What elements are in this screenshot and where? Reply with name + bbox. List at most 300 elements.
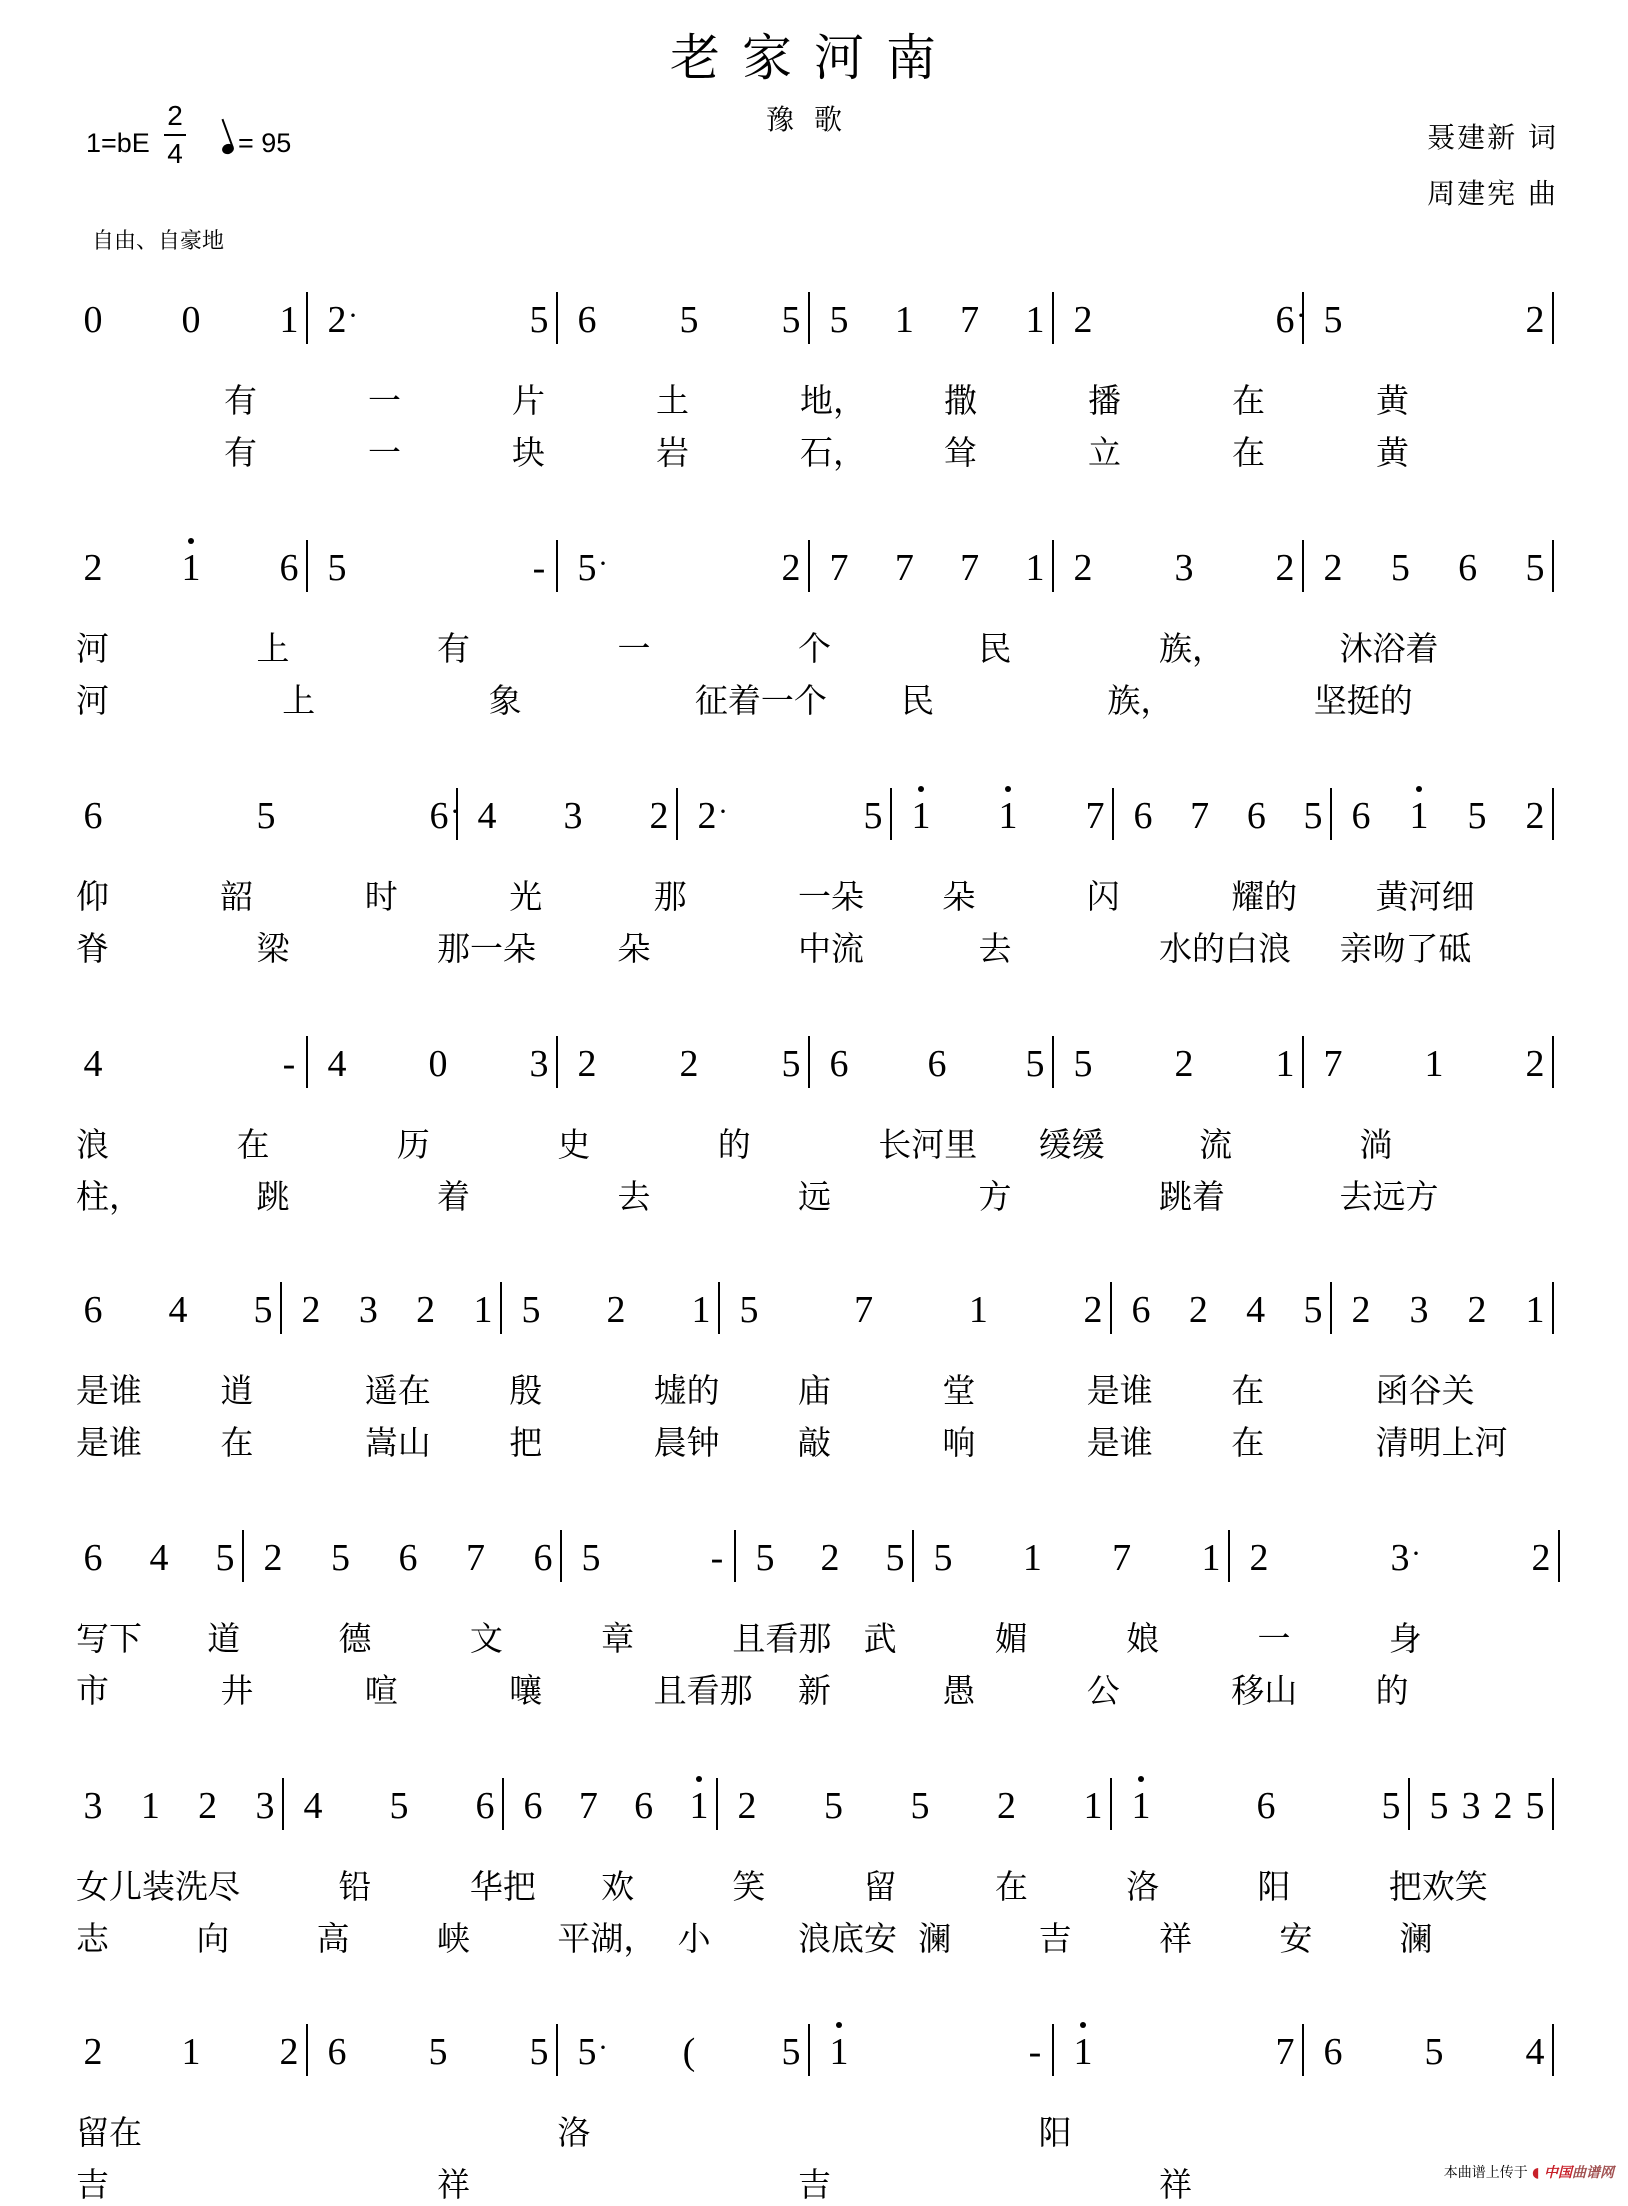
lyric-verse-2: 愚: [942, 1671, 976, 1710]
lyric-verse-1: 民: [978, 629, 1012, 668]
jianpu-note: 2: [649, 795, 669, 837]
jianpu-note: 2: [301, 1289, 321, 1331]
jianpu-note: 6: [1133, 795, 1153, 837]
lyric-verse-2: 吉: [1038, 1919, 1072, 1958]
composer-credit: 周建宪 曲: [1427, 177, 1558, 210]
jianpu-note: 5: [679, 299, 699, 341]
lyric-verse-1: 是谁: [1086, 1371, 1153, 1410]
jianpu-note: 6: [634, 1785, 654, 1827]
lyric-verse-2: 嚷: [509, 1671, 543, 1710]
jianpu-note: 6: [523, 1785, 543, 1827]
barline: [502, 1778, 504, 1830]
jianpu-note: 2: [606, 1289, 626, 1331]
lyric-verse-2: 移山: [1231, 1671, 1298, 1710]
lyric-verse-1: 在: [1232, 381, 1265, 420]
lyric-verse-1: 留: [863, 1867, 897, 1906]
jianpu-note: 2: [820, 1537, 840, 1579]
jianpu-note: 5: [1525, 1785, 1545, 1827]
jianpu-note: 7: [1112, 1537, 1132, 1579]
lyric-verse-2: 去远方: [1339, 1177, 1439, 1216]
jianpu-note: 1: [1201, 1537, 1221, 1579]
jianpu-note: 4: [327, 1043, 347, 1085]
lyric-verse-2: 的: [1375, 1671, 1409, 1710]
barline: [1302, 1036, 1304, 1088]
barline: [1552, 1282, 1554, 1334]
jianpu-note: 6: [279, 547, 299, 589]
lyric-verse-2: 在: [1231, 1423, 1265, 1462]
barline: [1052, 292, 1054, 344]
jianpu-note: 2: [781, 547, 801, 589]
jianpu-note: -: [1028, 2031, 1042, 2073]
lyric-verse-2: 志: [76, 1919, 109, 1958]
lyric-verse-1: 写下: [76, 1619, 142, 1658]
site-logo-a: 中国: [1544, 2165, 1572, 2181]
lyric-verse-2: 响: [942, 1423, 976, 1462]
barline: [1552, 788, 1554, 840]
jianpu-note: 5: [781, 1043, 801, 1085]
jianpu-note: 4: [1246, 1289, 1266, 1331]
jianpu-note: 5: [1429, 1785, 1449, 1827]
jianpu-note: 2 ·: [324, 300, 350, 340]
barline: [808, 2024, 810, 2076]
barline: [890, 788, 892, 840]
lyric-verse-2: 喧: [364, 1671, 398, 1710]
barline: [808, 1036, 810, 1088]
jianpu-note: 5: [389, 1785, 409, 1827]
jianpu-note: 3: [1461, 1785, 1481, 1827]
jianpu-note: 6: [577, 299, 597, 341]
jianpu-note: 7: [1275, 2031, 1295, 2073]
lyric-verse-1: 个: [798, 629, 831, 668]
lyric-verse-2: 去: [617, 1177, 651, 1216]
jianpu-note: 2: [279, 2031, 299, 2073]
expression-marking: 自由、自豪地: [92, 229, 225, 254]
lyric-verse-2: 小: [677, 1919, 711, 1958]
lyric-verse-1: 光: [509, 877, 543, 916]
jianpu-note: 1: [1424, 1043, 1444, 1085]
barline: [1552, 1036, 1554, 1088]
jianpu-note: 0: [428, 1043, 448, 1085]
lyric-verse-1: 一: [368, 381, 401, 420]
jianpu-note: 1: [1022, 1537, 1042, 1579]
time-signature-bottom: 4: [167, 138, 183, 169]
jianpu-note: 3: [1174, 547, 1194, 589]
lyric-verse-1: 德: [338, 1619, 372, 1658]
jianpu-note: 4: [477, 795, 497, 837]
barline: [1110, 1778, 1112, 1830]
jianpu-note: 5: [215, 1537, 235, 1579]
jianpu-note: 6: [327, 2031, 347, 2073]
jianpu-note: 4: [168, 1289, 188, 1331]
lyric-verse-2: 耸: [944, 433, 977, 472]
barline: [1408, 1778, 1410, 1830]
lyric-verse-1: 是谁: [76, 1371, 142, 1410]
jianpu-note: 5: [1025, 1043, 1045, 1085]
jianpu-note: 5 ·: [574, 548, 600, 588]
lyric-verse-1: 一: [617, 629, 651, 668]
lyric-verse-2: 且看那: [653, 1671, 753, 1710]
barline: [912, 1530, 914, 1582]
lyric-verse-1: 殷: [509, 1371, 543, 1410]
jianpu-note: 6 ·: [1272, 300, 1298, 340]
lyric-verse-2: 向: [196, 1919, 230, 1958]
jianpu-note: 6 ·: [426, 796, 452, 836]
jianpu-note: 1: [1025, 299, 1045, 341]
lyric-verse-2: 祥: [1159, 1919, 1192, 1958]
lyric-verse-2: 浪底安: [798, 1919, 897, 1958]
lyric-verse-1: 河: [76, 629, 109, 668]
lyric-verse-1: 在: [1231, 1371, 1265, 1410]
jianpu-note: -: [282, 1043, 296, 1085]
lyric-verse-2: 族，: [1107, 681, 1174, 720]
lyric-verse-1: 有: [437, 629, 470, 668]
jianpu-note: 5: [521, 1289, 541, 1331]
high-octave-dot: [188, 538, 194, 544]
high-octave-dot: [836, 2022, 842, 2028]
lyric-verse-1: 华把: [469, 1867, 536, 1906]
lyric-verse-2: 有: [224, 433, 257, 472]
lyric-verse-1: 缓缓: [1038, 1125, 1105, 1164]
lyric-verse-2: 在: [220, 1423, 254, 1462]
lyric-verse-2: 是谁: [1086, 1423, 1153, 1462]
lyric-verse-1: 欢: [601, 1867, 635, 1906]
lyric-verse-2: 公: [1086, 1671, 1120, 1710]
quarter-note-icon: [221, 142, 236, 156]
jianpu-note: 5: [755, 1537, 775, 1579]
high-octave-dot: [1138, 1776, 1144, 1782]
lyric-verse-2: 块: [512, 433, 545, 472]
jianpu-note: 7: [894, 547, 914, 589]
lyricist-credit: 聂建新 词: [1427, 121, 1558, 154]
lyric-verse-1: 函谷关: [1375, 1371, 1475, 1410]
jianpu-note: -: [710, 1537, 724, 1579]
lyric-verse-1: 道: [207, 1619, 241, 1658]
lyric-verse-2: 一: [368, 433, 401, 472]
jianpu-note: 5: [910, 1785, 930, 1827]
jianpu-note: 1: [911, 795, 931, 837]
high-octave-dot: [918, 786, 924, 792]
jianpu-note: 5: [428, 2031, 448, 2073]
barline: [1552, 1778, 1554, 1830]
jianpu-note: 6: [1246, 795, 1266, 837]
jianpu-note: 5: [1073, 1043, 1093, 1085]
barline: [306, 540, 308, 592]
jianpu-note: 3: [529, 1043, 549, 1085]
lyric-verse-1: 播: [1088, 381, 1121, 420]
jianpu-note: 6: [83, 795, 103, 837]
time-signature: [164, 100, 186, 170]
barline: [556, 540, 558, 592]
lyric-verse-2: 在: [1232, 433, 1265, 472]
jianpu-note: 5: [829, 299, 849, 341]
jianpu-note: 6: [533, 1537, 553, 1579]
jianpu-note: 7: [829, 547, 849, 589]
jianpu-note: 5: [529, 2031, 549, 2073]
jianpu-note: 2: [1467, 1289, 1487, 1331]
lyric-verse-2: 那一朵: [437, 929, 536, 968]
lyric-verse-1: 史: [557, 1125, 591, 1164]
jianpu-note: 2: [577, 1043, 597, 1085]
time-signature-divider: [164, 134, 186, 136]
lyric-verse-2: 市: [76, 1671, 109, 1710]
lyric-verse-1: 朵: [942, 877, 976, 916]
jianpu-note: 6: [475, 1785, 495, 1827]
barline: [1302, 540, 1304, 592]
barline: [560, 1530, 562, 1582]
lyric-verse-2: 跳: [256, 1177, 290, 1216]
lyric-verse-1: 一: [1257, 1619, 1291, 1658]
jianpu-note: 5: [1303, 795, 1323, 837]
lyric-verse-2: 祥: [437, 2165, 470, 2204]
lyric-verse-2: 跳着: [1159, 1177, 1225, 1216]
lyric-verse-2: 敲: [798, 1423, 831, 1462]
barline: [1552, 292, 1554, 344]
barline: [1052, 540, 1054, 592]
jianpu-note: 6: [398, 1537, 418, 1579]
lyric-verse-2: 方: [978, 1177, 1012, 1216]
jianpu-note: 1: [689, 1785, 709, 1827]
jianpu-note: 5: [1381, 1785, 1401, 1827]
jianpu-note: 1: [279, 299, 299, 341]
time-signature-top: 2: [167, 100, 183, 131]
lyric-verse-2: 着: [437, 1177, 470, 1216]
barline: [718, 1282, 720, 1334]
lyric-verse-2: 澜: [918, 1919, 952, 1958]
jianpu-note: 1: [1131, 1785, 1151, 1827]
jianpu-note: 1: [691, 1289, 711, 1331]
lyric-verse-1: 在: [994, 1867, 1028, 1906]
lyric-verse-2: 祥: [1159, 2165, 1192, 2204]
lyric-verse-1: 淌: [1359, 1125, 1393, 1164]
jianpu-note: 1: [1275, 1043, 1295, 1085]
barline: [734, 1530, 736, 1582]
lyric-verse-1: 墟的: [653, 1371, 720, 1410]
jianpu-note: 2: [1275, 547, 1295, 589]
jianpu-note: 6: [83, 1537, 103, 1579]
jianpu-note: 2 ·: [694, 796, 720, 836]
high-octave-dot: [1416, 786, 1422, 792]
lyric-verse-2: 脊: [76, 929, 109, 968]
jianpu-note: 6: [1131, 1289, 1151, 1331]
jianpu-note: 4: [303, 1785, 323, 1827]
lyric-verse-2: 水的白浪: [1159, 929, 1291, 968]
lyric-verse-1: 黄: [1376, 381, 1409, 420]
jianpu-note: 7: [578, 1785, 598, 1827]
barline: [1052, 2024, 1054, 2076]
jianpu-note: 2: [1525, 299, 1545, 341]
jianpu-note: 1: [140, 1785, 160, 1827]
jianpu-note: 3: [1409, 1289, 1429, 1331]
high-octave-dot: [1005, 786, 1011, 792]
jianpu-note: 6: [1323, 2031, 1343, 2073]
jianpu-note: 2: [198, 1785, 218, 1827]
barline: [500, 1282, 502, 1334]
lyric-verse-2: 高: [316, 1919, 350, 1958]
barline: [1330, 1282, 1332, 1334]
lyric-verse-1: 黄河细: [1375, 877, 1475, 916]
lyric-verse-2: 嵩山: [364, 1423, 431, 1462]
jianpu-note: 1: [894, 299, 914, 341]
barline: [1558, 1530, 1560, 1582]
lyric-verse-1: 仰: [76, 877, 109, 916]
jianpu-note: 2: [83, 547, 103, 589]
jianpu-note: 1: [1073, 2031, 1093, 2073]
jianpu-note: 7: [1190, 795, 1210, 837]
jianpu-note: 5: [1467, 795, 1487, 837]
jianpu-note: 2: [1083, 1289, 1103, 1331]
jianpu-note: 7: [466, 1537, 485, 1579]
lyric-verse-1: 媚: [994, 1619, 1028, 1658]
jianpu-note: 2: [737, 1785, 757, 1827]
jianpu-note: 5: [327, 547, 347, 589]
jianpu-note: 6: [829, 1043, 849, 1085]
jianpu-note: 3 ·: [1387, 1538, 1413, 1578]
lyric-verse-1: 沐浴着: [1339, 629, 1439, 668]
lyric-verse-2: 峡: [437, 1919, 470, 1958]
jianpu-note: 3: [358, 1289, 378, 1331]
jianpu-note: 1: [829, 2031, 849, 2073]
lyric-verse-1: 娘: [1126, 1619, 1160, 1658]
barline: [306, 2024, 308, 2076]
barline: [556, 2024, 558, 2076]
jianpu-note: 2: [679, 1043, 699, 1085]
lyric-verse-2: 吉: [798, 2165, 831, 2204]
jianpu-note: 4: [149, 1537, 169, 1579]
jianpu-note: 7: [1085, 795, 1105, 837]
lyric-verse-2: 梁: [256, 929, 290, 968]
tempo-value: = 95: [238, 128, 292, 158]
lyric-verse-1: 洛: [557, 2113, 591, 2152]
jianpu-note: 1: [1409, 795, 1429, 837]
jianpu-note: 4: [83, 1043, 103, 1085]
barline: [808, 540, 810, 592]
jianpu-note: 6: [927, 1043, 947, 1085]
lyric-verse-1: 长河里: [878, 1125, 978, 1164]
key-signature: 1=bE: [86, 128, 150, 158]
lyric-verse-1: 身: [1388, 1619, 1422, 1658]
barline: [1552, 540, 1554, 592]
lyric-verse-1: 在: [236, 1125, 270, 1164]
jianpu-note: 2: [1174, 1043, 1194, 1085]
lyric-verse-2: 柱，: [76, 1177, 142, 1216]
lyric-verse-2: 安: [1279, 1919, 1313, 1958]
barline: [1302, 2024, 1304, 2076]
jianpu-note: 7: [960, 547, 980, 589]
barline: [242, 1530, 244, 1582]
lyric-verse-1: 武: [863, 1619, 897, 1658]
lyric-verse-1: 韶: [220, 877, 254, 916]
lyric-verse-1: 闪: [1086, 877, 1120, 916]
jianpu-note: 5: [781, 299, 801, 341]
lyric-verse-2: 清明上河: [1375, 1423, 1508, 1462]
jianpu-note: 3: [255, 1785, 275, 1827]
lyric-verse-2: 岩: [656, 433, 689, 472]
jianpu-note: 5: [581, 1537, 601, 1579]
jianpu-note: 2: [263, 1537, 283, 1579]
jianpu-note: 5: [1424, 2031, 1444, 2073]
jianpu-note: 2: [416, 1289, 436, 1331]
jianpu-note: 2: [1531, 1537, 1551, 1579]
jianpu-note: 7: [1323, 1043, 1343, 1085]
lyric-verse-1: 遥在: [364, 1371, 431, 1410]
lyric-verse-2: 朵: [617, 929, 651, 968]
jianpu-note: 6: [1351, 795, 1371, 837]
barline: [1228, 1530, 1230, 1582]
barline: [676, 788, 678, 840]
jianpu-note: 1: [998, 795, 1018, 837]
barline: [306, 1036, 308, 1088]
jianpu-note: 2: [1073, 547, 1093, 589]
jianpu-note: 2: [1493, 1785, 1513, 1827]
jianpu-note: 1: [1025, 547, 1045, 589]
jianpu-note: 1: [181, 2031, 201, 2073]
barline: [1110, 1282, 1112, 1334]
jianpu-note: 0: [83, 299, 103, 341]
jianpu-note: 4: [1525, 2031, 1545, 2073]
jianpu-note: 2: [1188, 1289, 1208, 1331]
barline: [556, 292, 558, 344]
lyric-verse-1: 历: [396, 1125, 430, 1164]
lyric-verse-1: 铅: [338, 1867, 372, 1906]
song-title: 老家河南: [670, 29, 958, 87]
jianpu-note: 2: [1073, 299, 1093, 341]
lyric-verse-1: 女儿装洗: [76, 1867, 208, 1906]
barline: [1052, 1036, 1054, 1088]
lyric-verse-1: 族，: [1159, 629, 1225, 668]
barline: [808, 292, 810, 344]
jianpu-note: 5: [331, 1537, 350, 1579]
jianpu-note: 2: [1525, 795, 1545, 837]
lyric-verse-1: 逍: [220, 1371, 254, 1410]
site-logo-b: 曲谱网: [1572, 2165, 1614, 2181]
lyric-verse-2: 中流: [798, 929, 864, 968]
lyric-verse-2: 远: [798, 1177, 831, 1216]
lyric-verse-1: 地，: [800, 381, 866, 420]
jianpu-note: 5: [253, 1289, 273, 1331]
jianpu-note: 5 ·: [574, 2032, 600, 2072]
lyric-verse-1: 一朵: [798, 877, 864, 916]
lyric-verse-1: 耀的: [1231, 877, 1298, 916]
lyric-verse-1: 堂: [942, 1371, 976, 1410]
lyric-verse-2: 黄: [1376, 433, 1409, 472]
lyric-verse-1: 章: [601, 1619, 635, 1658]
jianpu-note: -: [532, 547, 546, 589]
jianpu-note: 0: [181, 299, 201, 341]
jianpu-note: (: [682, 2031, 696, 2073]
site-logo-icon: ◖: [1532, 2165, 1540, 2181]
lyric-verse-2: 新: [798, 1671, 831, 1710]
barline: [306, 292, 308, 344]
barline: [282, 1778, 284, 1830]
lyric-verse-2: 石，: [800, 433, 866, 472]
tempo-marking: [222, 128, 291, 159]
jianpu-note: 6: [1458, 547, 1478, 589]
lyric-verse-1: 上: [256, 629, 290, 668]
lyric-verse-1: 撒: [944, 381, 977, 420]
barline: [556, 1036, 558, 1088]
jianpu-note: 5: [529, 299, 549, 341]
lyric-verse-2: 晨钟: [653, 1423, 720, 1462]
lyric-verse-2: 去: [978, 929, 1012, 968]
jianpu-note: 5: [739, 1289, 759, 1331]
jianpu-note: 5: [1390, 547, 1410, 589]
lyric-verse-2: 上: [282, 681, 316, 720]
song-genre: 豫歌: [765, 103, 862, 136]
jianpu-note: 2: [1323, 547, 1343, 589]
lyric-verse-1: 土: [656, 381, 689, 420]
lyric-verse-1: 文: [469, 1619, 503, 1658]
lyric-verse-1: 阳: [1038, 2113, 1072, 2152]
